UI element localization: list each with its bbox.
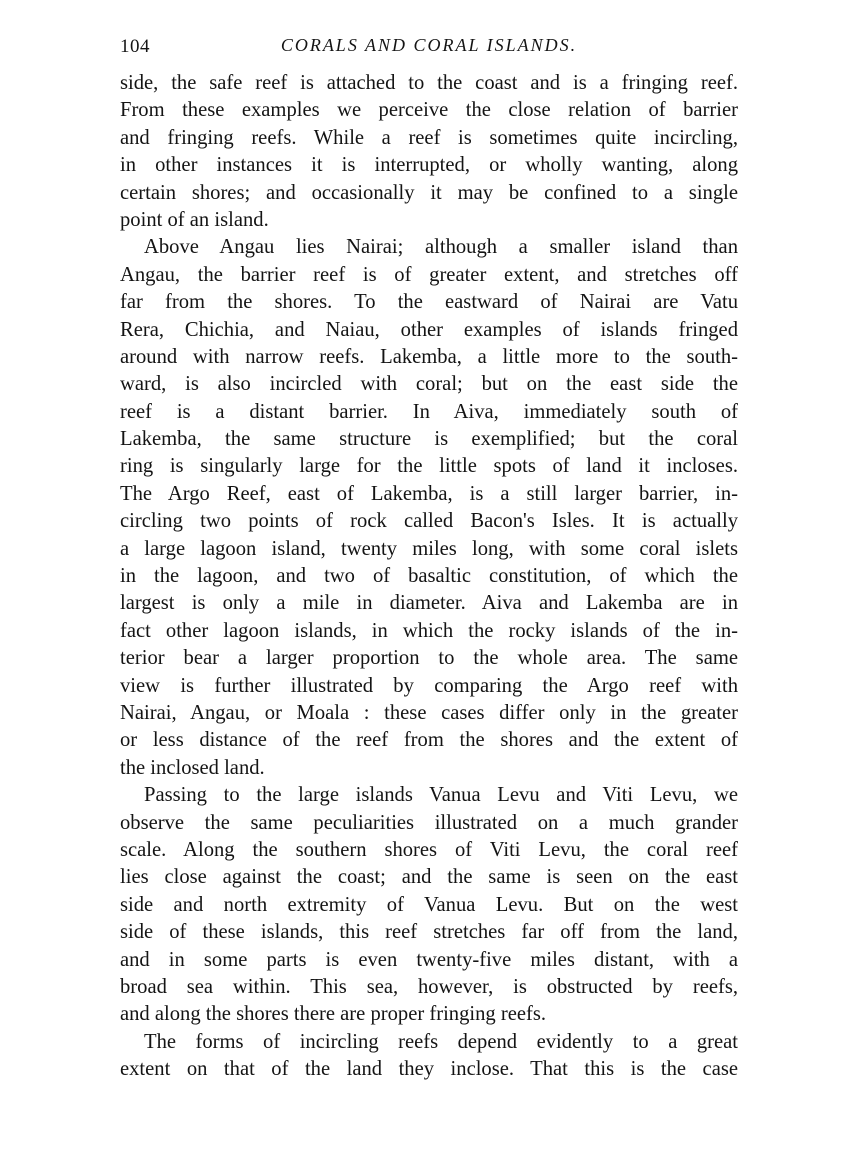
- text-line: and in some parts is even twenty-five miles distant, with a: [120, 948, 738, 971]
- text-line: and along the shores there are proper fringing reefs.: [120, 1003, 547, 1026]
- text-line: or less distance of the reef from the shores and the extent of: [120, 729, 738, 752]
- text-line: Above Angau lies Nairai; although a smaller island than: [144, 236, 738, 259]
- text-line: ward, is also incircled with coral; but on the east side the: [120, 373, 738, 396]
- page-number: 104: [120, 36, 150, 57]
- text-line: Lakemba, the same structure is exemplified; but the coral: [120, 428, 738, 451]
- text-line: ring is singularly large for the little spots of land it incloses.: [120, 455, 738, 478]
- text-line: reef is a distant barrier. In Aiva, immediately south of: [120, 400, 738, 423]
- text-line: largest is only a mile in diameter. Aiva and Lakemba are in: [120, 592, 738, 615]
- text-line: lies close against the coast; and the same is seen on the east: [120, 866, 738, 889]
- text-line: terior bear a larger proportion to the whole area. The same: [120, 647, 738, 670]
- page-header: [120, 30, 738, 64]
- text-line: in the lagoon, and two of basaltic constitution, of which the: [120, 565, 738, 588]
- running-title: CORALS AND CORAL ISLANDS.: [280, 35, 578, 55]
- text-line: The forms of incircling reefs depend evidently to a great: [144, 1030, 738, 1053]
- book-page: [120, 30, 738, 1083]
- text-line: extent on that of the land they inclose. That this is the case: [120, 1058, 738, 1081]
- text-line: observe the same peculiarities illustrated on a much grander: [120, 811, 738, 834]
- text-line: around with narrow reefs. Lakemba, a little more to the south-: [120, 345, 738, 368]
- text-line: The Argo Reef, east of Lakemba, is a still larger barrier, in-: [120, 482, 738, 505]
- text-line: and fringing reefs. While a reef is sometimes quite incircling,: [120, 126, 738, 149]
- text-line: a large lagoon island, twenty miles long, with some coral islets: [120, 537, 738, 560]
- text-line: the inclosed land.: [120, 756, 265, 779]
- text-line: fact other lagoon islands, in which the rocky islands of the in-: [120, 619, 738, 642]
- text-line: From these examples we perceive the close relation of barrier: [120, 99, 738, 122]
- body-text: [120, 70, 738, 1083]
- text-line: side, the safe reef is attached to the coast and is a fringing reef.: [120, 72, 738, 94]
- text-line: point of an island.: [120, 208, 269, 231]
- text-line: Nairai, Angau, or Moala : these cases differ only in the greater: [120, 701, 738, 724]
- text-line: side of these islands, this reef stretches far off from the land,: [120, 921, 738, 944]
- text-line: side and north extremity of Vanua Levu. But on the west: [120, 893, 738, 916]
- text-line: Rera, Chichia, and Naiau, other examples of islands fringed: [120, 318, 738, 341]
- text-line: broad sea within. This sea, however, is obstructed by reefs,: [120, 975, 738, 998]
- text-line: view is further illustrated by comparing the Argo reef with: [120, 674, 738, 697]
- text-line: in other instances it is interrupted, or wholly wanting, along: [120, 154, 738, 177]
- text-line: far from the shores. To the eastward of Nairai are Vatu: [120, 291, 738, 314]
- text-line: certain shores; and occasionally it may be confined to a single: [120, 181, 738, 204]
- text-line: Angau, the barrier reef is of greater extent, and stretches off: [120, 263, 738, 286]
- text-line: Passing to the large islands Vanua Levu and Viti Levu, we: [144, 784, 738, 807]
- text-line: circling two points of rock called Bacon's Isles. It is actually: [120, 510, 738, 533]
- text-line: scale. Along the southern shores of Viti Levu, the coral reef: [120, 838, 738, 861]
